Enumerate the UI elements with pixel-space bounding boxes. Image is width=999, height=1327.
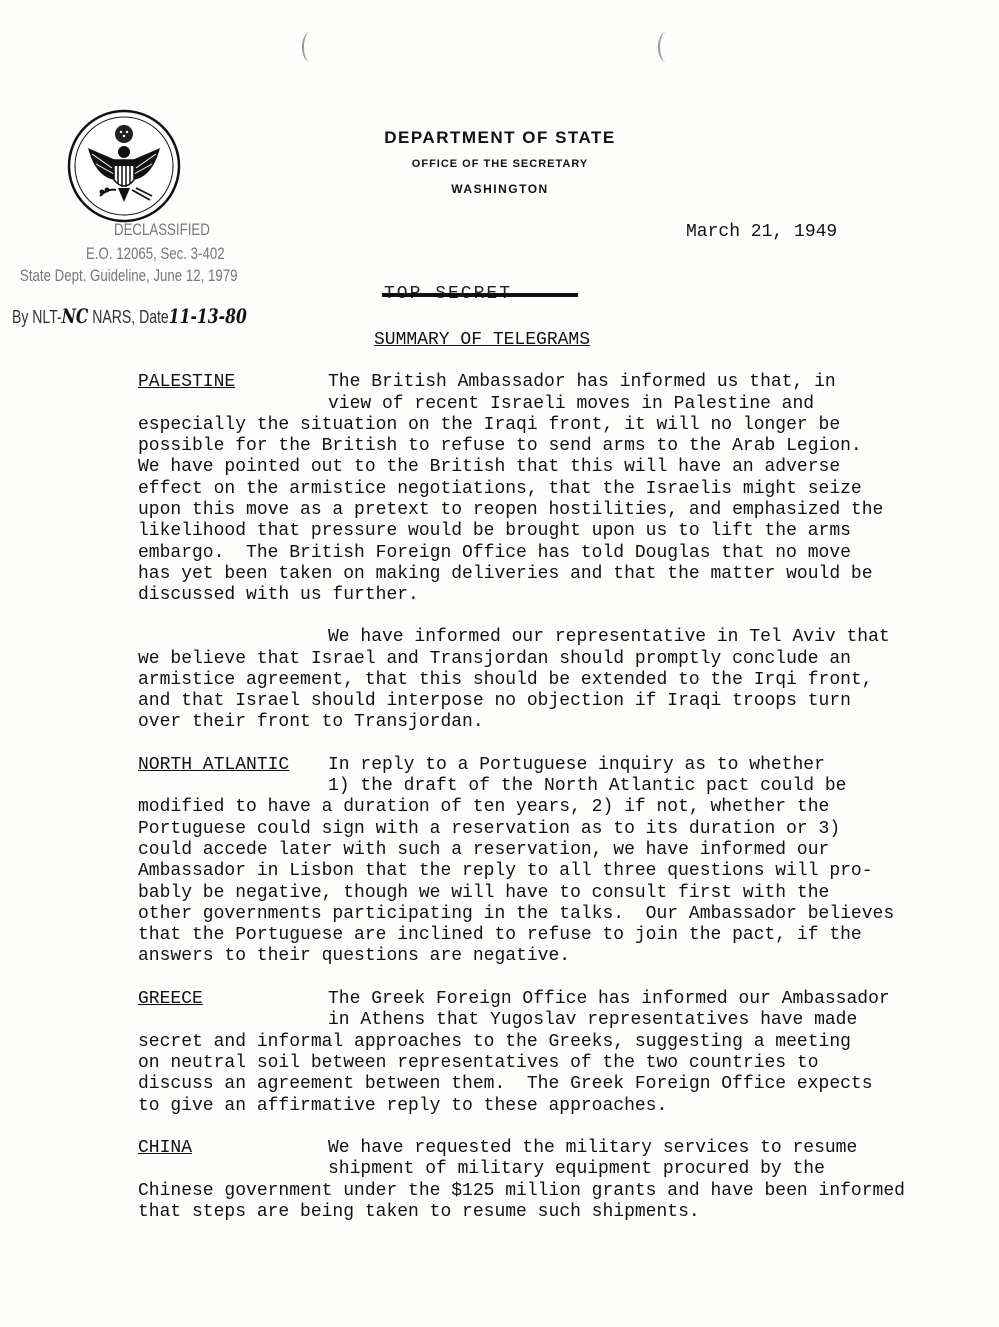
text-line: We have requested the military services to resume: [328, 1138, 858, 1158]
declassified-stamp-line: DECLASSIFIED: [114, 220, 210, 239]
text-line: could accede later with such a reservation, we have informed our: [138, 840, 830, 860]
text-line: especially the situation on the Iraqi front, it will no longer be: [138, 415, 841, 435]
declass-by-prefix: By NLT-: [12, 307, 62, 327]
declass-by-mid: NARS, Date: [88, 307, 169, 327]
paper-mark: [658, 32, 674, 62]
text-line: upon this move as a pretext to reopen hostilities, and emphasized the: [138, 500, 884, 520]
text-line: other governments participating in the talks. Our Ambassador believes: [138, 904, 895, 924]
text-line: answers to their questions are negative.: [138, 946, 571, 966]
text-line: modified to have a duration of ten years, 2) if not, whether the: [138, 797, 830, 817]
text-line: Chinese government under the $125 million grants and have been informed: [138, 1181, 905, 1201]
document-date: March 21, 1949: [686, 222, 838, 242]
declass-date: 11-13-80: [168, 304, 247, 328]
section-heading-greece: GREECE: [138, 989, 203, 1009]
text-line: We have pointed out to the British that this will have an adverse: [138, 457, 841, 477]
text-line: The British Ambassador has informed us that, in: [328, 372, 836, 392]
paper-mark: [302, 32, 318, 62]
text-line: has yet been taken on making deliveries and that the matter would be: [138, 564, 873, 584]
text-line: to give an affirmative reply to these approaches.: [138, 1096, 668, 1116]
text-line: that the Portuguese are inclined to refuse to join the pact, if the: [138, 925, 862, 945]
text-line: We have informed our representative in Tel Aviv that: [328, 627, 890, 647]
section-heading-palestine: PALESTINE: [138, 372, 236, 392]
declass-initials: NC: [61, 304, 89, 328]
text-line: bably be negative, though we will have to consult first with the: [138, 883, 830, 903]
text-line: likelihood that pressure would be brought upon us to lift the arms: [138, 521, 851, 541]
declassified-stamp-line: State Dept. Guideline, June 12, 1979: [20, 266, 238, 285]
text-line: possible for the British to refuse to send arms to the Arab Legion.: [138, 436, 862, 456]
strike-through-bar: [382, 293, 578, 297]
document-title: SUMMARY OF TELEGRAMS: [374, 330, 591, 350]
text-line: In reply to a Portuguese inquiry as to whether: [328, 755, 825, 775]
letterhead-department: DEPARTMENT OF STATE: [384, 128, 616, 147]
text-line: The Greek Foreign Office has informed our Ambassador: [328, 989, 890, 1009]
text-line: secret and informal approaches to the Greeks, suggesting a meeting: [138, 1032, 851, 1052]
text-line: discuss an agreement between them. The Greek Foreign Office expects: [138, 1074, 873, 1094]
letterhead-office: OFFICE OF THE SECRETARY: [411, 158, 589, 170]
declassified-authority-line: [12, 304, 247, 328]
section-heading-north-atlantic: NORTH ATLANTIC: [138, 755, 290, 775]
text-line: shipment of military equipment procured by the: [328, 1159, 825, 1179]
text-line: embargo. The British Foreign Office has told Douglas that no move: [138, 543, 851, 563]
text-line: over their front to Transjordan.: [138, 712, 484, 732]
declassified-stamp-line: E.O. 12065, Sec. 3-402: [86, 244, 225, 263]
text-line: that steps are being taken to resume such shipments.: [138, 1202, 700, 1222]
text-line: Portuguese could sign with a reservation as to its duration or 3): [138, 819, 841, 839]
text-line: discussed with us further.: [138, 585, 419, 605]
text-line: view of recent Israeli moves in Palestine and: [328, 394, 815, 414]
text-line: armistice agreement, that this should be extended to the Irqi front,: [138, 670, 873, 690]
great-seal-emblem: [66, 108, 182, 224]
text-line: 1) the draft of the North Atlantic pact could be: [328, 776, 847, 796]
text-line: on neutral soil between representatives of the two countries to: [138, 1053, 819, 1073]
text-line: in Athens that Yugoslav representatives have made: [328, 1010, 858, 1030]
section-heading-china: CHINA: [138, 1138, 193, 1158]
text-line: and that Israel should interpose no objection if Iraqi troops turn: [138, 691, 851, 711]
letterhead-city: WASHINGTON: [451, 182, 549, 196]
text-line: Ambassador in Lisbon that the reply to all three questions will pro-: [138, 861, 873, 881]
text-line: effect on the armistice negotiations, that the Israelis might seize: [138, 479, 862, 499]
text-line: we believe that Israel and Transjordan should promptly conclude an: [138, 649, 851, 669]
